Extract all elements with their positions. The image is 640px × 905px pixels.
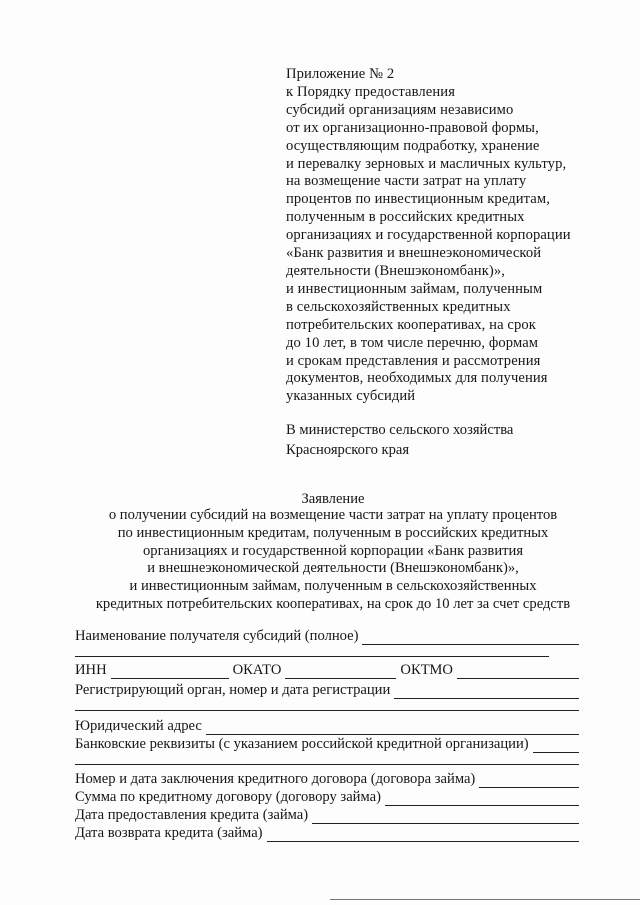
amount-blank[interactable] xyxy=(385,792,579,806)
appendix-line: в сельскохозяйственных кредитных xyxy=(286,298,511,315)
recipient-name-blank[interactable] xyxy=(362,631,579,645)
appendix-line: указанных субсидий xyxy=(286,388,416,405)
statement-line: организациях и государственной корпорации «Банк развития xyxy=(142,542,524,559)
page-footer-rule xyxy=(330,899,640,900)
bank-details-continuation-line[interactable] xyxy=(75,764,579,765)
appendix-line: осуществляющим подработку, хранение xyxy=(286,137,540,154)
appendix-line: деятельности (Внешэкономбанк)», xyxy=(286,262,505,279)
statement-line: о получении субсидий на возмещение части затрат на уплату процентов xyxy=(108,507,558,523)
inn-blank[interactable] xyxy=(111,665,229,679)
appendix-line: субсидий организациям независимо xyxy=(286,101,514,118)
appendix-line: и инвестиционным займам, полученным xyxy=(286,280,543,297)
statement-line: кредитных потребительских кооперативах, на срок до 10 лет за счет средств xyxy=(95,595,571,612)
return-date-blank[interactable] xyxy=(267,828,579,842)
addressee-line: Красноярского края xyxy=(286,442,410,458)
statement-title: Заявление xyxy=(301,491,365,507)
return-date-field[interactable] xyxy=(75,824,579,842)
appendix-line: к Порядку предоставления xyxy=(286,83,456,100)
recipient-name-label: Наименование получателя субсидий (полное) xyxy=(75,628,359,644)
registrar-label: Регистрирующий орган, номер и дата регистрации xyxy=(75,682,391,698)
statement-line: и инвестиционным займам, полученным в сельскохозяйственных xyxy=(129,578,537,595)
statement-line: и внешнеэкономической деятельности (Внешэкономбанк)», xyxy=(147,560,519,577)
appendix-line: полученным в российских кредитных xyxy=(286,209,525,226)
contract-blank[interactable] xyxy=(479,774,579,788)
appendix-line: организациях и государственной корпорации xyxy=(286,227,571,244)
recipient-name-continuation-line[interactable] xyxy=(75,656,549,657)
appendix-line: и срокам представления и рассмотрения xyxy=(286,352,541,369)
okato-label: ОКАТО xyxy=(232,662,282,678)
appendix-line: документов, необходимых для получения xyxy=(286,370,548,387)
amount-label: Сумма по кредитному договору (договору займа) xyxy=(75,789,381,805)
statement-subtitle xyxy=(40,507,626,614)
appendix-line: потребительских кооперативах, на срок xyxy=(286,316,536,333)
issue-date-field[interactable] xyxy=(75,806,579,824)
return-date-label: Дата возврата кредита (займа) xyxy=(75,825,263,841)
addressee-line: В министерство сельского хозяйства xyxy=(286,422,514,438)
bank-details-blank[interactable] xyxy=(533,739,579,753)
appendix-line: «Банк развития и внешнеэкономической xyxy=(286,245,542,262)
registrar-continuation-line[interactable] xyxy=(75,710,579,711)
issue-date-label: Дата предоставления кредита (займа) xyxy=(75,807,309,823)
appendix-line: на возмещение части затрат на уплату xyxy=(286,173,527,190)
appendix-line: до 10 лет, в том числе перечню, формам xyxy=(286,334,539,351)
legal-address-field[interactable] xyxy=(75,717,579,735)
appendix-line: от их организационно-правовой формы, xyxy=(286,119,539,136)
bank-details-label: Банковские реквизиты (с указанием российской кредитной организации) xyxy=(75,736,529,752)
statement-line: по инвестиционным кредитам, полученным в российских кредитных xyxy=(117,524,549,541)
bank-details-field[interactable] xyxy=(75,735,579,753)
addressee-block xyxy=(286,420,616,460)
okato-blank[interactable] xyxy=(285,665,396,679)
contract-label: Номер и дата заключения кредитного договора (договора займа) xyxy=(75,771,476,787)
amount-field[interactable] xyxy=(75,788,579,806)
registrar-field[interactable] xyxy=(75,681,579,699)
legal-address-label: Юридический адрес xyxy=(75,718,202,734)
inn-label: ИНН xyxy=(75,662,107,678)
contract-field[interactable] xyxy=(75,770,579,788)
appendix-line: процентов по инвестиционным кредитам, xyxy=(286,191,550,208)
recipient-name-field[interactable] xyxy=(75,627,579,645)
oktmo-blank[interactable] xyxy=(457,665,579,679)
registrar-blank[interactable] xyxy=(394,685,579,699)
legal-address-blank[interactable] xyxy=(206,721,579,735)
codes-row xyxy=(75,661,579,679)
appendix-block xyxy=(286,66,616,406)
appendix-line: и перевалку зерновых и масличных культур, xyxy=(286,155,567,172)
appendix-line: Приложение № 2 xyxy=(286,66,395,82)
oktmo-label: ОКТМО xyxy=(400,662,453,678)
issue-date-blank[interactable] xyxy=(312,810,579,824)
